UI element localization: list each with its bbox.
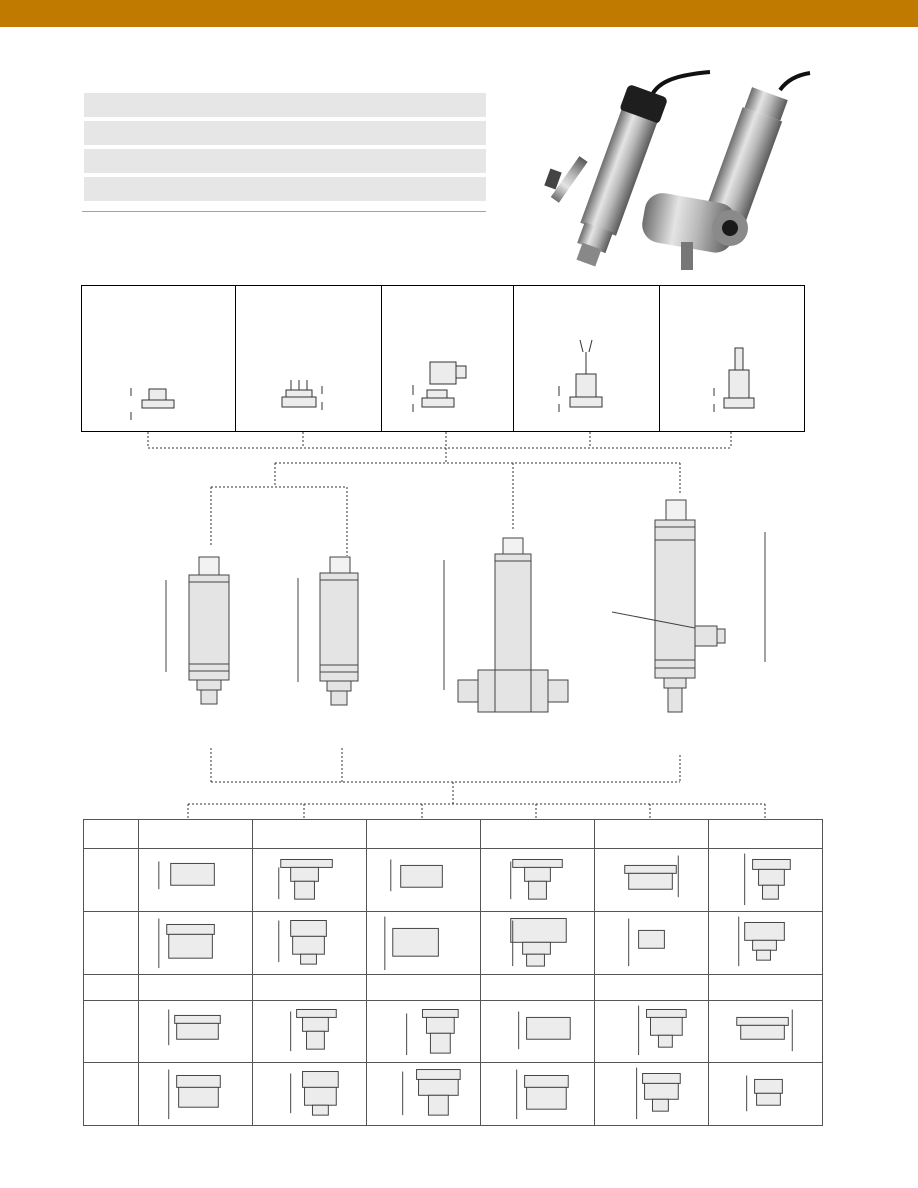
fitting-cell [709,974,823,1000]
header-cell [253,820,367,849]
row-label-cell [84,1063,139,1126]
header-cell [367,820,481,849]
spec-divider [82,211,486,212]
termination-box-5 [659,285,805,432]
fitting-cell [481,849,595,912]
fitting-cell [139,974,253,1000]
top-accent-bar [0,0,918,27]
fitting-cell [253,911,367,974]
fitting-cell [253,974,367,1000]
fitting-cell [481,1063,595,1126]
fitting-cell [139,1000,253,1063]
fitting-cell [595,849,709,912]
row-label-cell [84,974,139,1000]
termination-box-2 [235,285,381,432]
fitting-cell [367,911,481,974]
fitting-cell [253,1063,367,1126]
fitting-cell [139,849,253,912]
header-cell [139,820,253,849]
fitting-cell [367,1000,481,1063]
table-row [84,849,823,912]
termination-box-1 [81,285,235,432]
spec-row-2 [84,121,486,145]
termination-box-4 [513,285,659,432]
fitting-cell [709,911,823,974]
fitting-cell [139,1063,253,1126]
fitting-cell [253,1000,367,1063]
spec-row-1 [84,93,486,117]
table-row [84,911,823,974]
body-3-drawing [444,538,568,712]
fitting-cell [139,911,253,974]
fitting-cell [481,974,595,1000]
fitting-cell [709,1063,823,1126]
header-cell [481,820,595,849]
row-label-cell [84,911,139,974]
spec-row-4 [84,177,486,201]
termination-box-3 [381,285,513,432]
fitting-cell [595,911,709,974]
fitting-cell [481,911,595,974]
table-row [84,1000,823,1063]
row-label-cell [84,849,139,912]
table-header-row [84,820,823,849]
fitting-cell [595,1063,709,1126]
header-cell [595,820,709,849]
fitting-cell [367,849,481,912]
fitting-cell [595,1000,709,1063]
body-1-drawing [166,557,229,704]
spec-row-3 [84,149,486,173]
transducer-photo [535,70,815,280]
fitting-cell [367,974,481,1000]
fitting-cell [709,1000,823,1063]
body-2-drawing [298,557,358,705]
body-4-drawing [612,500,765,712]
fitting-cell [253,849,367,912]
table-row [84,974,823,1000]
header-cell [709,820,823,849]
table-row [84,1063,823,1126]
fitting-cell [709,849,823,912]
fitting-cell [367,1063,481,1126]
header-cell [84,820,139,849]
row-label-cell [84,1000,139,1063]
fitting-cell [481,1000,595,1063]
fitting-cell [595,974,709,1000]
fittings-table [83,819,823,1126]
